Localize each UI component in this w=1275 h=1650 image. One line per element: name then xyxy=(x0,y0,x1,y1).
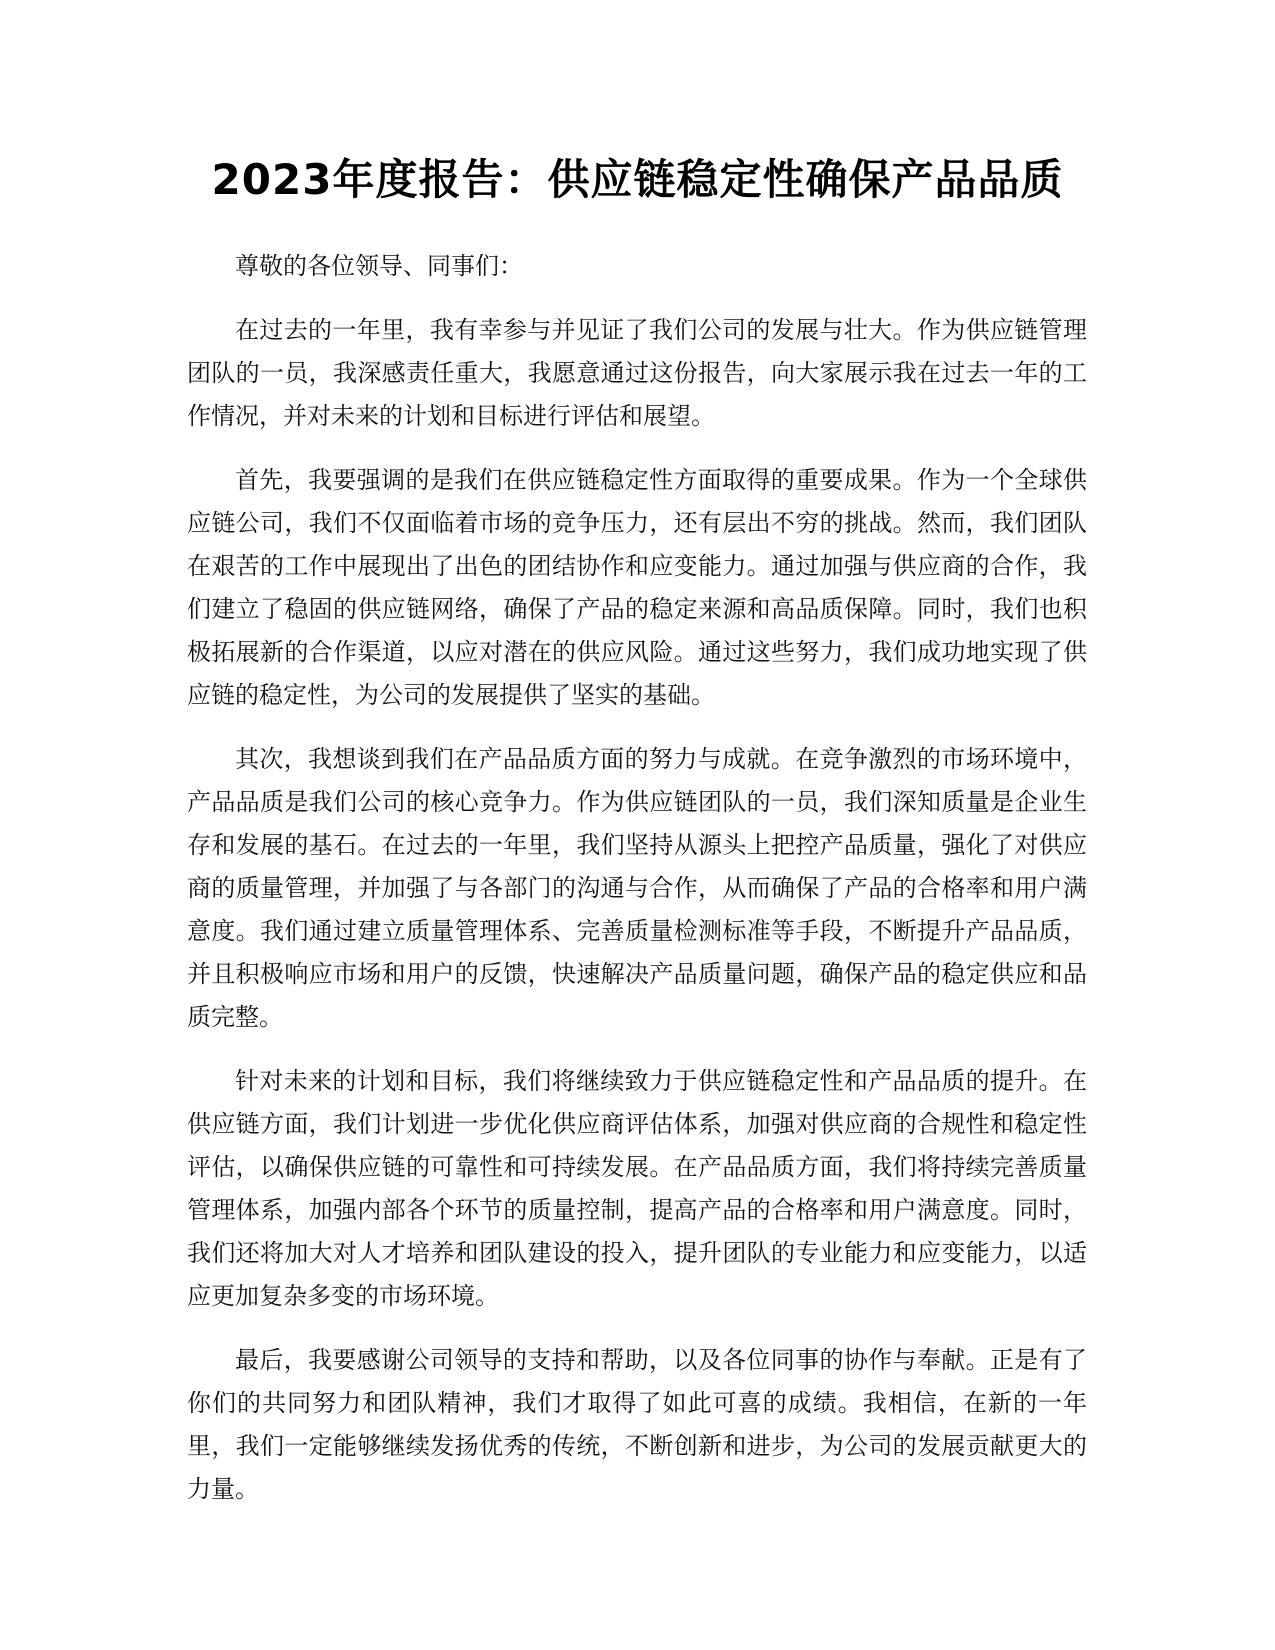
document-title: 2023年度报告：供应链稳定性确保产品品质 xyxy=(211,155,1064,204)
intro-paragraph: 在过去的一年里，我有幸参与并见证了我们公司的发展与壮大。作为供应链管理团队的一员，我深感责任重大，我愿意通过这份报告，向大家展示我在过去一年的工作情况，并对未来的计划和目标进行评估和展望。 xyxy=(187,316,1087,430)
salutation-paragraph: 尊敬的各位领导、同事们： xyxy=(235,252,523,280)
document-body xyxy=(187,245,1087,1532)
closing-paragraph: 最后，我要感谢公司领导的支持和帮助，以及各位同事的协作与奉献。正是有了你们的共同努力和团队精神，我们才取得了如此可喜的成绩。我相信，在新的一年里，我们一定能够继续发扬优秀的传统，不断创新和进步，为公司的发展贡献更大的力量。 xyxy=(187,1346,1087,1503)
supply-chain-stability-paragraph: 首先，我要强调的是我们在供应链稳定性方面取得的重要成果。作为一个全球供应链公司，我们不仅面临着市场的竞争压力，还有层出不穷的挑战。然而，我们团队在艰苦的工作中展现出了出色的团结协作和应变能力。通过加强与供应商的合作，我们建立了稳固的供应链网络，确保了产品的稳定来源和高品质保障。同时，我们也积极拓展新的合作渠道，以应对潜在的供应风险。通过这些努力，我们成功地实现了供应链的稳定性，为公司的发展提供了坚实的基础。 xyxy=(187,466,1087,709)
product-quality-paragraph: 其次，我想谈到我们在产品品质方面的努力与成就。在竞争激烈的市场环境中，产品品质是我们公司的核心竞争力。作为供应链团队的一员，我们深知质量是企业生存和发展的基石。在过去的一年里，我们坚持从源头上把控产品质量，强化了对供应商的质量管理，并加强了与各部门的沟通与合作，从而确保了产品的合格率和用户满意度。我们通过建立质量管理体系、完善质量检测标准等手段，不断提升产品品质，并且积极响应市场和用户的反馈，快速解决产品质量问题，确保产品的稳定供应和品质完整。 xyxy=(187,745,1087,1031)
future-plans-paragraph: 针对未来的计划和目标，我们将继续致力于供应链稳定性和产品品质的提升。在供应链方面，我们计划进一步优化供应商评估体系，加强对供应商的合规性和稳定性评估，以确保供应链的可靠性和可持续发展。在产品品质方面，我们将持续完善质量管理体系，加强内部各个环节的质量控制，提高产品的合格率和用户满意度。同时，我们还将加大对人才培养和团队建设的投入，提升团队的专业能力和应变能力，以适应更加复杂多变的市场环境。 xyxy=(187,1067,1087,1310)
